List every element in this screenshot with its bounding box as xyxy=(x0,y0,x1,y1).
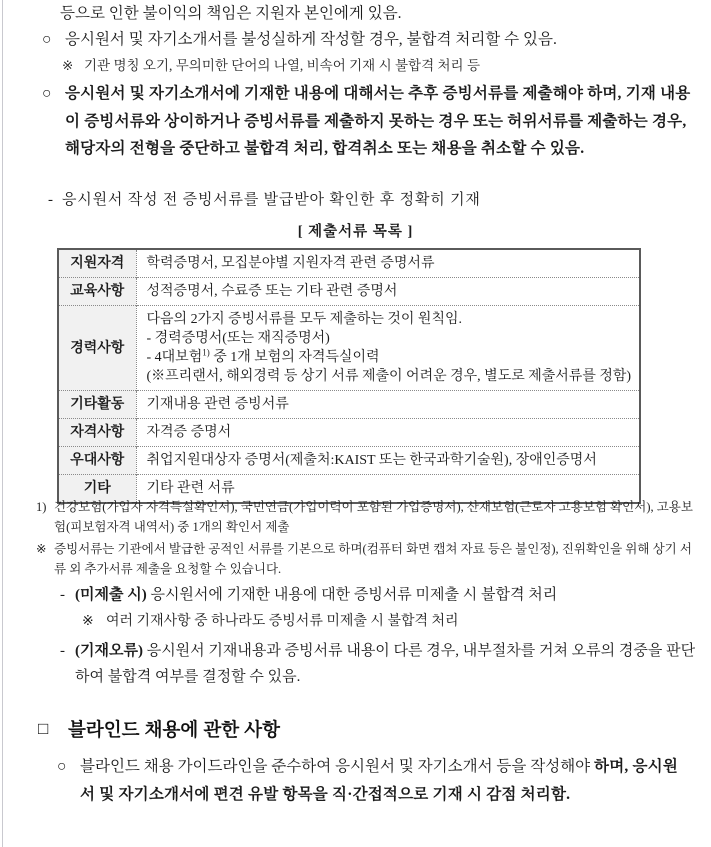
career-line-3: - 4대보험$^{1)}$ 중 1개 보험의 자격득실이력 xyxy=(146,347,380,365)
blind-hiring-section-title-text: 블라인드 채용에 관한 사항 xyxy=(68,719,281,740)
reference-mark-icon: ※ xyxy=(62,58,74,73)
row-content-career xyxy=(136,306,640,391)
table-row xyxy=(58,249,640,278)
blind-hiring-section-title xyxy=(38,716,678,742)
bullet-careless-writing xyxy=(42,28,692,52)
bullet-careless-writing-text: 응시원서 및 자기소개서를 불성실하게 작성할 경우, 불합격 처리할 수 있음. xyxy=(65,31,557,48)
page-left-edge-line xyxy=(2,0,3,847)
dash-bullet-icon: - xyxy=(60,587,65,603)
remark-non-submission-text: (미제출 시) 응시원서에 기재한 내용에 대한 증빙서류 미제출 시 불합격 처리 xyxy=(75,587,558,603)
table-row xyxy=(58,419,640,447)
reference-mark-icon: ※ xyxy=(82,614,94,629)
table-row xyxy=(58,306,640,391)
bullet-blind-hiring-guideline xyxy=(57,753,693,809)
footnote-official-documents-text: 증빙서류는 기관에서 발급한 공적인 서류를 기본으로 하며(컴퓨터 화면 캡쳐 자료 등은 불인정), 진위확인을 위해 상기 서류 외 추가서류 제출을 요청할 수 있습니다. xyxy=(54,542,692,576)
circle-bullet-icon: ○ xyxy=(57,758,67,775)
reference-mark-icon: ※ xyxy=(36,542,47,556)
remark-non-submission xyxy=(60,582,696,608)
row-label: 우대사항 xyxy=(58,447,136,475)
row-content: 기타 관련 서류 xyxy=(136,475,640,504)
footnote-insurance-list xyxy=(36,497,702,537)
intro-continuation-line: 등으로 인한 불이익의 책임은 지원자 본인에게 있음. xyxy=(60,5,402,22)
footnote-insurance-list-text: 건강보험(가입자 자격득실확인서), 국민연금(가입이력이 포함된 가입증명서), 산재보험(근로자 고용보험 확인서), 고용보험(피보험자격 내역서) 중 1개의 확인서 제출 xyxy=(54,500,693,534)
bullet-evidence-documents xyxy=(42,80,694,163)
bullet-blind-hiring-guideline-text: 블라인드 채용 가이드라인을 준수하여 응시원서 및 자기소개서 등을 작성해야 하며, 응시원서 및 자기소개서에 편견 유발 항목을 직·간접적으로 기재 시 감점 처리함. xyxy=(80,758,679,803)
row-content: 취업지원대상자 증명서(제출처:KAIST 또는 한국과학기술원), 장애인증명서 xyxy=(136,447,640,475)
dash-bullet-icon: - xyxy=(60,643,65,659)
dash-note-verify-before-writing xyxy=(48,189,668,212)
subnote-disqualify-examples-text: 기관 명칭 오기, 무의미한 단어의 나열, 비속어 기재 시 불합격 처리 등 xyxy=(84,58,480,73)
row-label: 지원자격 xyxy=(58,249,136,278)
remark-entry-error-text: (기재오류) 응시원서 기재내용과 증빙서류 내용이 다른 경우, 내부절차를 거쳐 오류의 경중을 판단하여 불합격 여부를 결정할 수 있음. xyxy=(75,643,696,685)
checkbox-square-icon: □ xyxy=(38,719,49,738)
table-row xyxy=(58,391,640,419)
subnote-disqualify-examples xyxy=(62,55,682,76)
row-label: 자격사항 xyxy=(58,419,136,447)
footnote-ref-superscript: 1) xyxy=(202,347,210,358)
career-line-4: (※프리랜서, 해외경력 등 상기 서류 제출이 어려운 경우, 별도로 제출서류를 정함) xyxy=(146,369,632,384)
circle-bullet-icon: ○ xyxy=(42,85,52,102)
remark-non-submission-subnote xyxy=(82,611,682,632)
submission-documents-table xyxy=(57,248,641,504)
footnote-number: 1) xyxy=(36,500,47,514)
table-title: [ 제출서류 목록 ] xyxy=(297,224,414,240)
row-label: 경력사항 xyxy=(58,306,136,391)
career-line-1: 다음의 2가지 증빙서류를 모두 제출하는 것이 원칙임. xyxy=(146,312,463,327)
bullet-evidence-documents-text: 응시원서 및 자기소개서에 기재한 내용에 대해서는 추후 증빙서류를 제출해야 하며, 기재 내용이 증빙서류와 상이하거나 증빙서류를 제출하지 못하는 경우 또는 허위서류를 제출하는 경우, 해당자의 전형을 중단하고 불합격 처리, 합격취소 또는 채용을 취소할 수 있음. xyxy=(65,85,691,157)
remark-entry-error xyxy=(60,638,696,690)
row-label: 기타활동 xyxy=(58,391,136,419)
footnote-official-documents xyxy=(36,539,702,579)
row-content: 자격증 증명서 xyxy=(136,419,640,447)
table-row xyxy=(58,278,640,306)
remark-non-submission-subnote-text: 여러 기재사항 중 하나라도 증빙서류 미제출 시 불합격 처리 xyxy=(106,614,459,629)
dash-bullet-icon: - xyxy=(48,192,54,208)
row-content: 기재내용 관련 증빙서류 xyxy=(136,391,640,419)
row-label: 교육사항 xyxy=(58,278,136,306)
circle-bullet-icon: ○ xyxy=(42,31,52,48)
row-label: 기타 xyxy=(58,475,136,504)
table-row xyxy=(58,447,640,475)
career-line-2: - 경력증명서(또는 재직증명서) xyxy=(146,331,330,346)
row-content: 성적증명서, 수료증 또는 기타 관련 증명서 xyxy=(136,278,640,306)
dash-note-verify-before-writing-text: 응시원서 작성 전 증빙서류를 발급받아 확인한 후 정확히 기재 xyxy=(62,192,481,208)
row-content: 학력증명서, 모집분야별 지원자격 관련 증명서류 xyxy=(136,249,640,278)
